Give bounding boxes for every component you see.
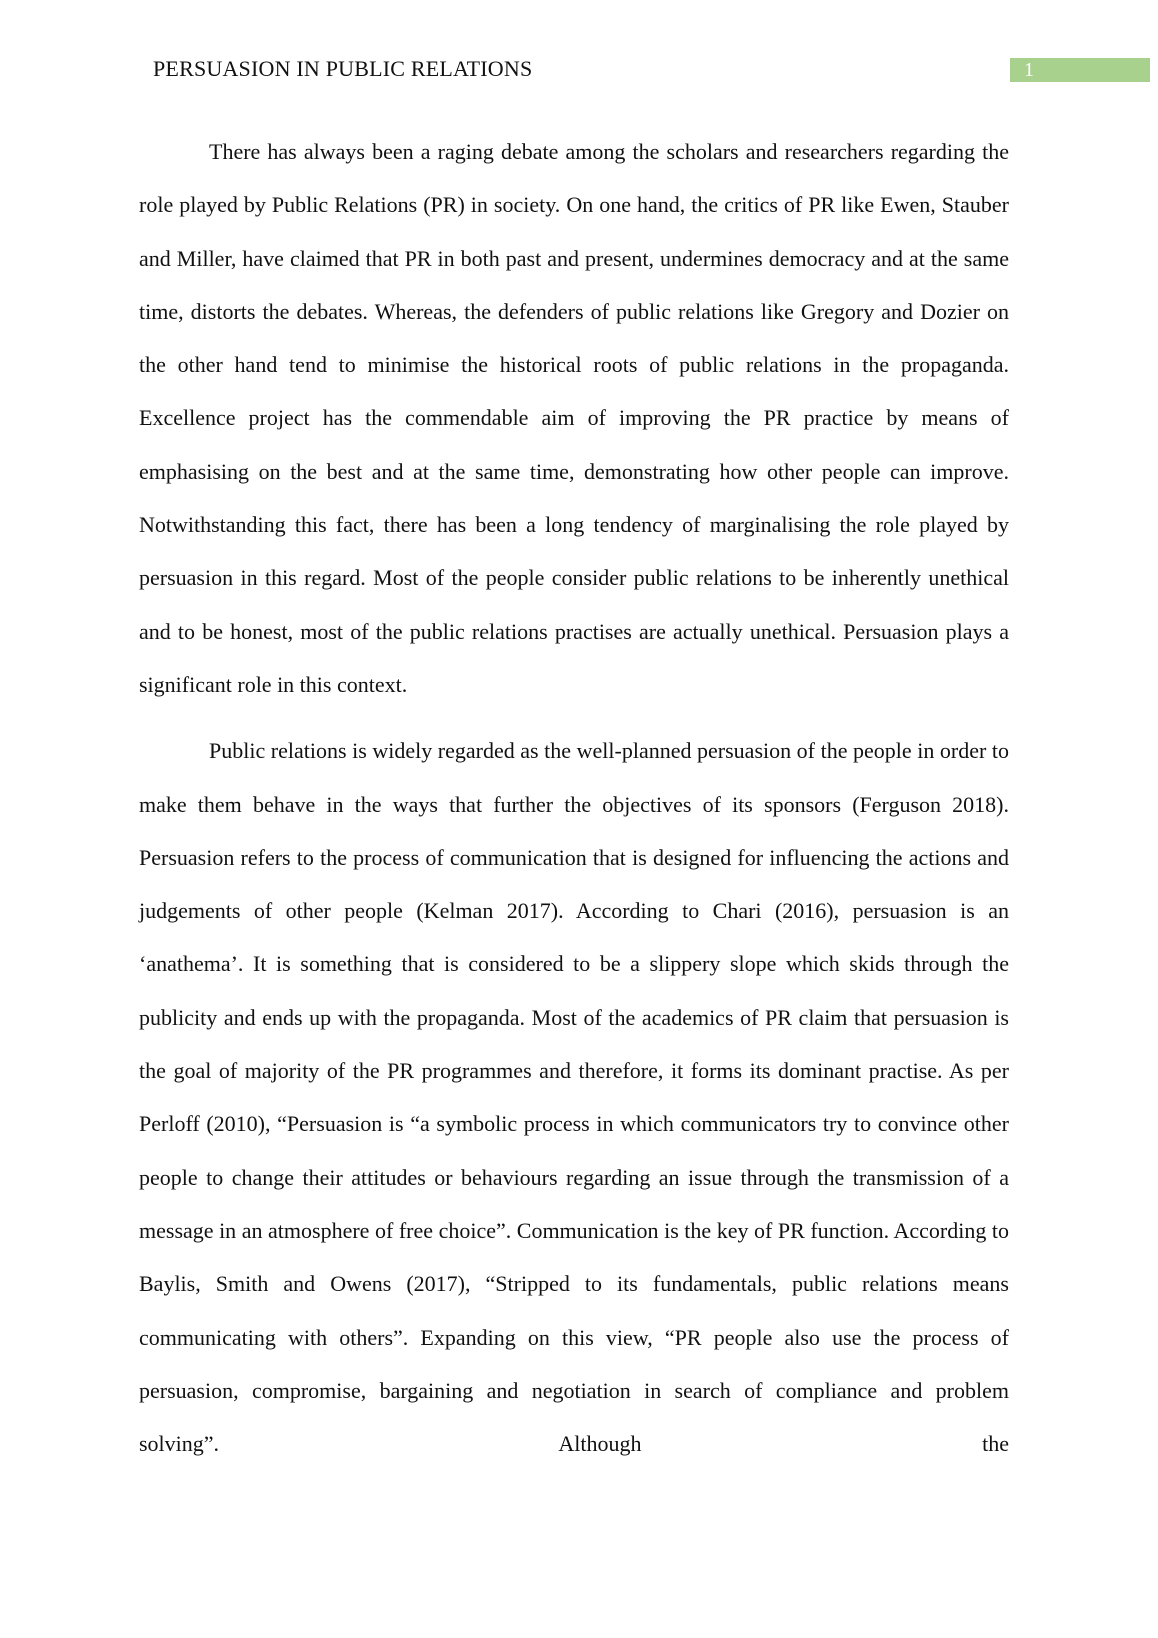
paragraph-1: There has always been a raging debate among the scholars and researchers regarding the role played by Public Relations (PR) in society. On one hand, the critics of PR like Ewen, Stauber and Miller, have claimed that PR in both past and present, undermines democracy and at the same time, distorts the debates. Whereas, the defenders of public relations like Gregory and Dozier on the other hand tend to minimise the historical roots of public relations in the propaganda. Excellence project has the commendable aim of improving the PR practice by means of emphasising on the best and at the same time, demonstrating how other people can improve. Notwithstanding this fact, there has been a long tendency of marginalising the role played by persuasion in this regard. Most of the people consider public relations to be inherently unethical and to be honest, most of the public relations practises are actually unethical. Persuasion plays a significant role in this context. — [139, 139, 1009, 697]
paragraph-2: Public relations is widely regarded as the well-planned persuasion of the people in order to make them behave in the ways that further the objectives of its sponsors (Ferguson 2018). Persuasion refers to the process of communication that is designed for influencing the actions and judgements of other people (Kelman 2017). According to Chari (2016), persuasion is an ‘anathema’. It is something that is considered to be a slippery slope which skids through the publicity and ends up with the propaganda. Most of the academics of PR claim that persuasion is the goal of majority of the PR programmes and therefore, it forms its dominant practise. As per Perloff (2010), “Persuasion is “a symbolic process in which communicators try to convince other people to change their attitudes or behaviours regarding an issue through the transmission of a message in an atmosphere of free choice”. Communication is the key of PR function. According to Baylis, Smith and Owens (2017), “Stripped to its fundamentals, public relations means communicating with others”. Expanding on this view, “PR people also use the process of persuasion, compromise, bargaining and negotiation in search of compliance and problem solving”. Although the — [139, 738, 1009, 1457]
body-text — [139, 125, 1009, 1470]
running-head: PERSUASION IN PUBLIC RELATIONS — [153, 56, 533, 81]
page-number: 1 — [1010, 58, 1150, 82]
